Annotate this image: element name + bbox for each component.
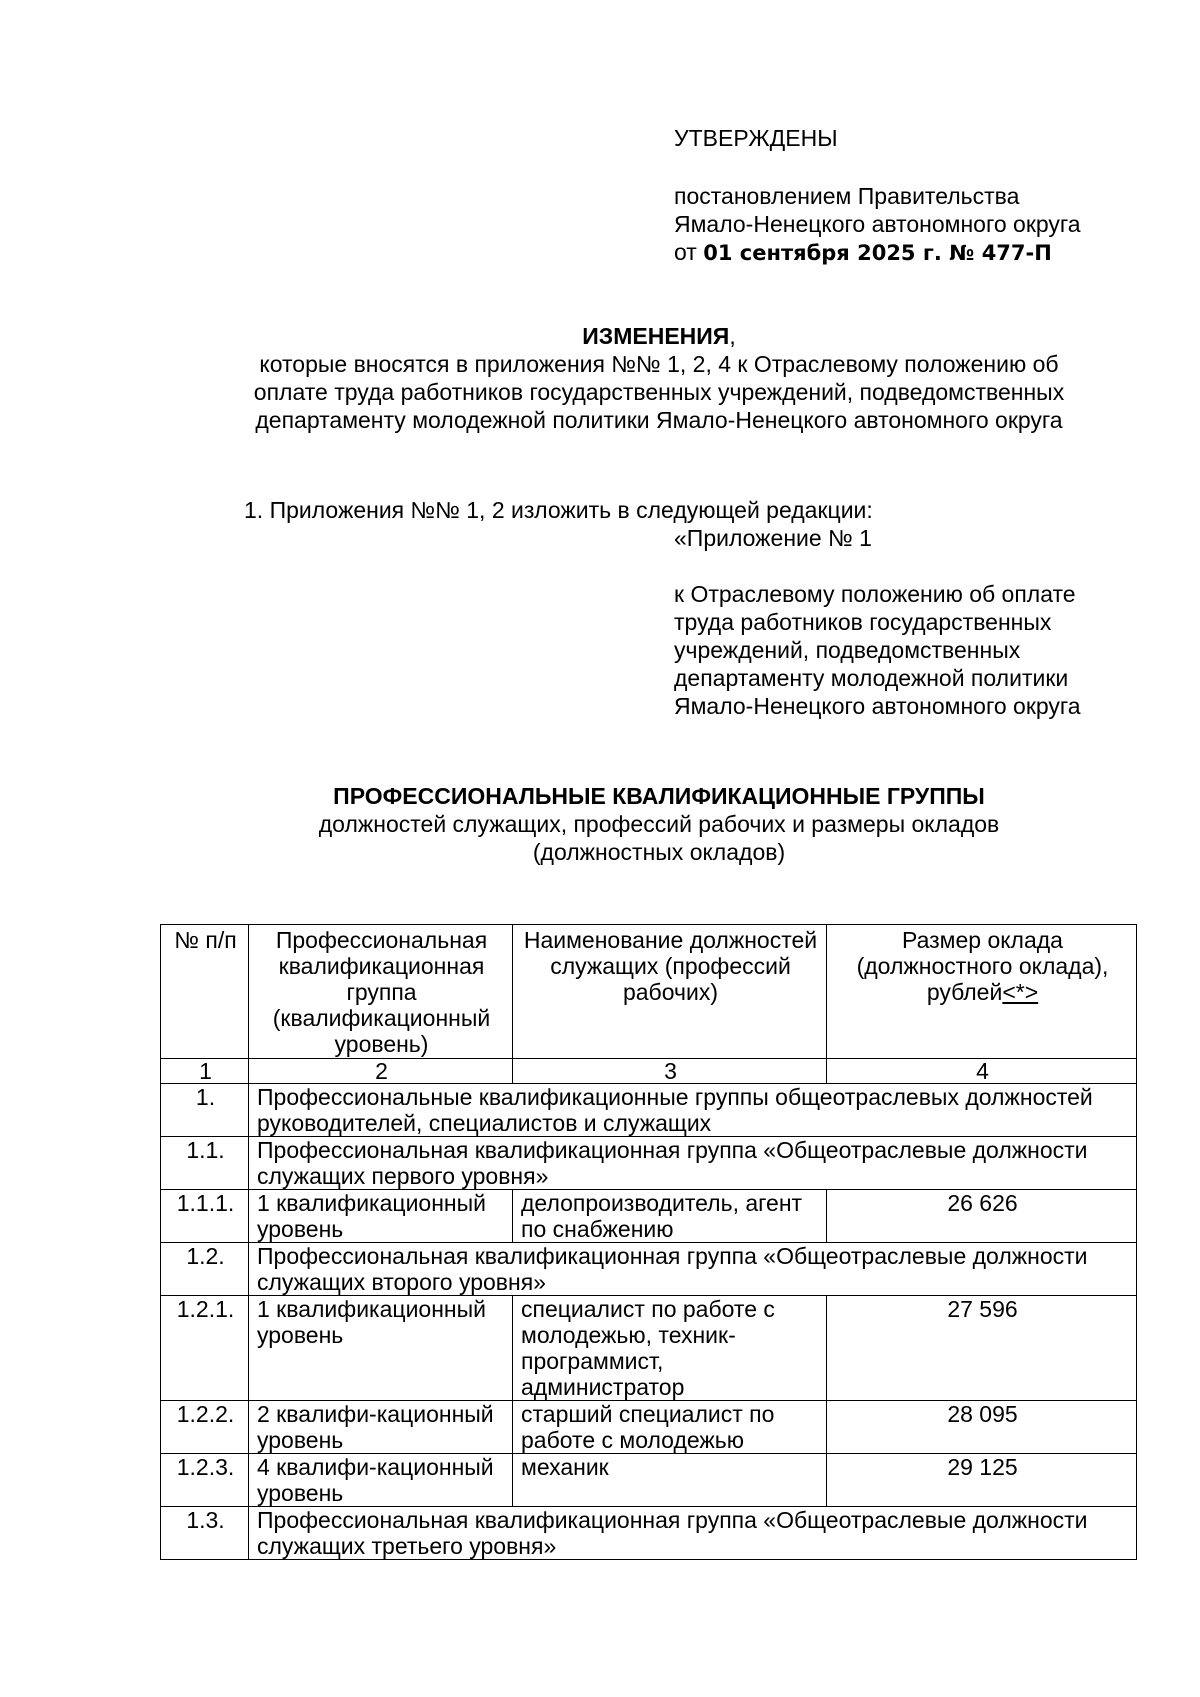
group-title: Профессиональные квалификационные группы общеотраслевых должностей руководителей, специалистов и служащих: [249, 1084, 1137, 1137]
group-title: Профессиональная квалификационная группа «Общеотраслевые должности служащих первого уровня»: [249, 1137, 1137, 1190]
appendix-line-5: Ямало-Ненецкого автономного округа: [674, 693, 1081, 719]
approval-line-1: постановлением Правительства: [674, 183, 1020, 209]
changes-subtitle-line-1: которые вносятся в приложения №№ 1, 2, 4 к Отраслевому положению об: [259, 351, 1059, 377]
group-title: Профессиональная квалификационная группа «Общеотраслевые должности служащих второго уровня»: [249, 1243, 1137, 1296]
item-1-text: 1. Приложения №№ 1, 2 изложить в следующей редакции:: [244, 497, 873, 523]
salary-value: 27 596: [827, 1296, 1137, 1401]
appendix-title: «Приложение № 1: [674, 525, 872, 551]
table-row: [161, 1454, 1137, 1507]
table-row: [161, 1137, 1137, 1190]
table-row: [161, 1507, 1137, 1560]
row-number: 1.: [161, 1084, 249, 1137]
appendix-line-3: учреждений, подведомственных: [674, 637, 1021, 663]
header-salary: [827, 925, 1137, 1059]
positions: механик: [513, 1454, 827, 1507]
changes-subtitle-line-2: оплате труда работников государственных учреждений, подведомственных: [253, 379, 1065, 405]
approval-date-number: 01 сентября 2025 г. № 477-П: [703, 241, 1052, 265]
qualification-groups-table: [160, 924, 1137, 1560]
header-num: № п/п: [161, 925, 249, 1059]
table-row: [161, 1243, 1137, 1296]
column-number: 4: [827, 1059, 1137, 1084]
appendix-line-4: департаменту молодежной политики: [674, 665, 1069, 691]
qualification-level: 1 квалификационный уровень: [249, 1296, 513, 1401]
qualification-level: 2 квалифи-кационный уровень: [249, 1401, 513, 1454]
salary-footnote-link[interactable]: <*>: [1002, 979, 1039, 1005]
row-number: 1.2.: [161, 1243, 249, 1296]
table-row: [161, 1401, 1137, 1454]
qualification-level: 1 квалификационный уровень: [249, 1190, 513, 1243]
row-number: 1.3.: [161, 1507, 249, 1560]
groups-subtitle-1: должностей служащих, профессий рабочих и размеры окладов: [318, 811, 1000, 837]
salary-value: 28 095: [827, 1401, 1137, 1454]
column-number: 1: [161, 1059, 249, 1084]
table-row: [161, 1296, 1137, 1401]
column-numbers-row: [161, 1059, 1137, 1084]
row-number: 1.2.3.: [161, 1454, 249, 1507]
qualification-level: 4 квалифи-кационный уровень: [249, 1454, 513, 1507]
approval-line-2: Ямало-Ненецкого автономного округа: [674, 211, 1081, 237]
table-row: [161, 1190, 1137, 1243]
positions: старший специалист по работе с молодежью: [513, 1401, 827, 1454]
salary-value: 29 125: [827, 1454, 1137, 1507]
header-group: Профессиональная квалификационная группа (квалификационный уровень): [249, 925, 513, 1059]
appendix-line-1: к Отраслевому положению об оплате: [674, 581, 1076, 607]
appendix-header: [674, 524, 1174, 720]
appendix-line-2: труда работников государственных: [674, 609, 1052, 635]
positions: специалист по работе с молодежью, техник-программист, администратор: [513, 1296, 827, 1401]
changes-title: ИЗМЕНЕНИЯ: [582, 323, 730, 349]
changes-title-suffix: ,: [729, 323, 736, 349]
row-number: 1.2.2.: [161, 1401, 249, 1454]
groups-heading: [160, 782, 1158, 866]
table-header-row: [161, 925, 1137, 1059]
table-row: [161, 1084, 1137, 1137]
salary-value: 26 626: [827, 1190, 1137, 1243]
positions: делопроизводитель, агент по снабжению: [513, 1190, 827, 1243]
approval-date-line: [674, 238, 1174, 267]
row-number: 1.1.: [161, 1137, 249, 1190]
groups-subtitle-2: (должностных окладов): [532, 839, 786, 865]
approval-block: [674, 124, 1174, 267]
groups-title: ПРОФЕССИОНАЛЬНЫЕ КВАЛИФИКАЦИОННЫЕ ГРУППЫ: [333, 783, 985, 809]
header-positions: Наименование должностей служащих (профессий рабочих): [513, 925, 827, 1059]
changes-title-line: [160, 322, 1158, 350]
group-title: Профессиональная квалификационная группа «Общеотраслевые должности служащих третьего уровня»: [249, 1507, 1137, 1560]
approval-stamp: УТВЕРЖДЕНЫ: [674, 125, 838, 151]
row-number: 1.2.1.: [161, 1296, 249, 1401]
header-salary-text: Размер оклада (должностного оклада), рублей: [856, 927, 1109, 1005]
approval-date-prefix: от: [674, 239, 704, 265]
row-number: 1.1.1.: [161, 1190, 249, 1243]
changes-heading: [160, 322, 1158, 434]
column-number: 2: [249, 1059, 513, 1084]
column-number: 3: [513, 1059, 827, 1084]
changes-subtitle-line-3: департаменту молодежной политики Ямало-Ненецкого автономного округа: [255, 407, 1063, 433]
